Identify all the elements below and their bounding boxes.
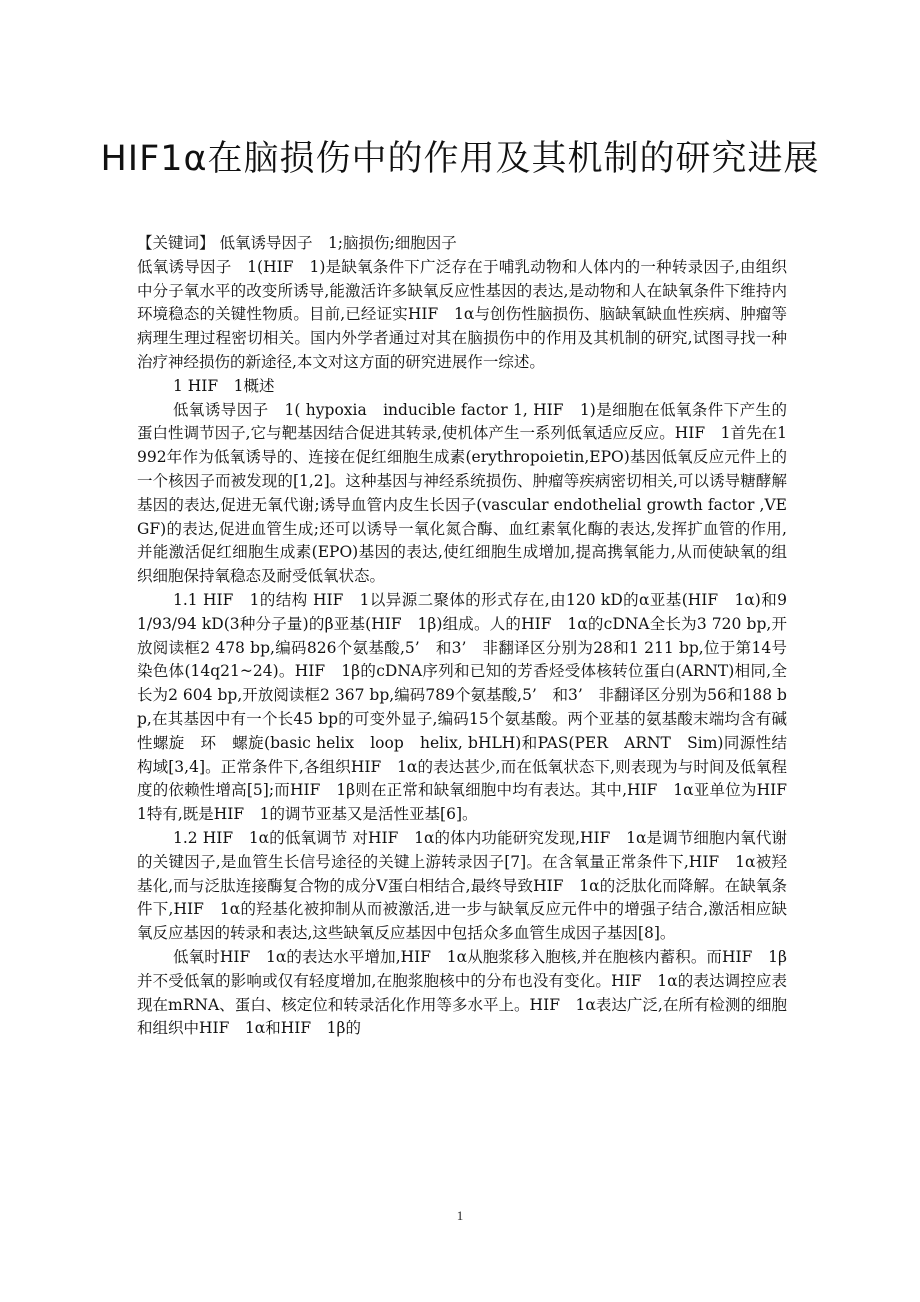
keywords-text: 低氧诱导因子 1;脑损伤;细胞因子 <box>214 234 457 252</box>
paragraph-hypoxia-regulation: 1.2 HIF 1α的低氧调节 对HIF 1α的体内功能研究发现,HIF 1α是调节细胞内氧代谢的关键因子,是血管生长信号途径的关键上游转录因子[7]。在含氧量正常条件下,HIF 1α被羟基化,而与泛肽连接酶复合物的成分V蛋白相结合,最终导致HIF 1α的泛肽化而降解。在缺氧条件下,HIF 1α的羟基化被抑制从而被激活,进一步与缺氧反应元件中的增强子结合,激活相应缺氧反应基因的转录和表达,这些缺氧反应基因中包括众多血管生成因子基因[8]。 <box>137 828 787 943</box>
paragraph-overview: 低氧诱导因子 1( hypoxia inducible factor 1, HIF 1)是细胞在低氧条件下产生的蛋白性调节因子,它与靶基因结合促进其转录,使机体产生一系列低氧适应反应。HIF 1首先在1992年作为低氧诱导的、连接在促红细胞生成素(erythropoietin,EPO)基因低氧反应元件上的一个核因子而被发现的[1,2]。这种基因与神经系统损伤、肿瘤等疾病密切相关,可以诱导糖酵解基因的表达,促进无氧代谢;诱导血管内皮生长因子(vascular endothelial growth factor ,VEGF)的表达,促进血管生成;还可以诱导一氧化氮合酶、血红素氧化酶的表达,发挥扩血管的作用,并能激活促红细胞生成素(EPO)基因的表达,使红细胞生成增加,提高携氧能力,从而使缺氧的组织细胞保持氧稳态及耐受低氧状态。 <box>137 400 787 586</box>
page-number: 1 <box>456 1208 464 1223</box>
keywords-line <box>137 232 787 256</box>
paragraph-intro: 低氧诱导因子 1(HIF 1)是缺氧条件下广泛存在于哺乳动物和人体内的一种转录因子,由组织中分子氧水平的改变所诱导,能激活许多缺氧反应性基因的表达,是动物和人在缺氧条件下维持内环境稳态的关键性物质。目前,已经证实HIF 1α与创伤性脑损伤、脑缺氧缺血性疾病、肿瘤等病理生理过程密切相关。国内外学者通过对其在脑损伤中的作用及其机制的研究,试图寻找一种治疗神经损伤的新途径,本文对这方面的研究进展作一综述。 <box>137 257 787 371</box>
section-heading-overview: 1 HIF 1概述 <box>173 376 275 395</box>
keywords-label: 【关键词】 <box>137 234 215 252</box>
document-title: HIF1α在脑损伤中的作用及其机制的研究进展 <box>100 139 820 180</box>
paragraph-structure: 1.1 HIF 1的结构 HIF 1以异源二聚体的形式存在,由120 kD的α亚基(HIF 1α)和91/93/94 kD(3种分子量)的β亚基(HIF 1β)组成。人的HIF 1α的cDNA全长为3 720 bp,开放阅读框2 478 bp,编码826个氨基酸,5’ 和3’ 非翻译区分别为28和1 211 bp,位于第14号染色体(14q21~24)。HIF 1β的cDNA序列和已知的芳香烃受体核转位蛋白(ARNT)相同,全长为2 604 bp,开放阅读框2 367 bp,编码789个氨基酸,5’ 和3’ 非翻译区分别为56和188 bp,在其基因中有一个长45 bp的可变外显子,编码15个氨基酸。两个亚基的氨基酸末端均含有碱性螺旋 环 螺旋(basic helix loop helix, bHLH)和PAS(PER ARNT Sim)同源性结构域[3,4]。正常条件下,各组织HIF 1α的表达甚少,而在低氧状态下,则表现为与时间及低氧程度的依赖性增高[5];而HIF 1β则在正常和缺氧细胞中均有表达。其中,HIF 1α亚单位为HIF 1特有,既是HIF 1的调节亚基又是活性亚基[6]。 <box>137 590 803 824</box>
document-body <box>137 232 803 1041</box>
paragraph-expression: 低氧时HIF 1α的表达水平增加,HIF 1α从胞浆移入胞核,并在胞核内蓄积。而HIF 1β并不受低氧的影响或仅有轻度增加,在胞浆胞核中的分布也没有变化。HIF 1α的表达调控应表现在mRNA、蛋白、核定位和转录活化作用等多水平上。HIF 1α表达广泛,在所有检测的细胞和组织中HIF 1α和HIF 1β的 <box>137 947 787 1038</box>
